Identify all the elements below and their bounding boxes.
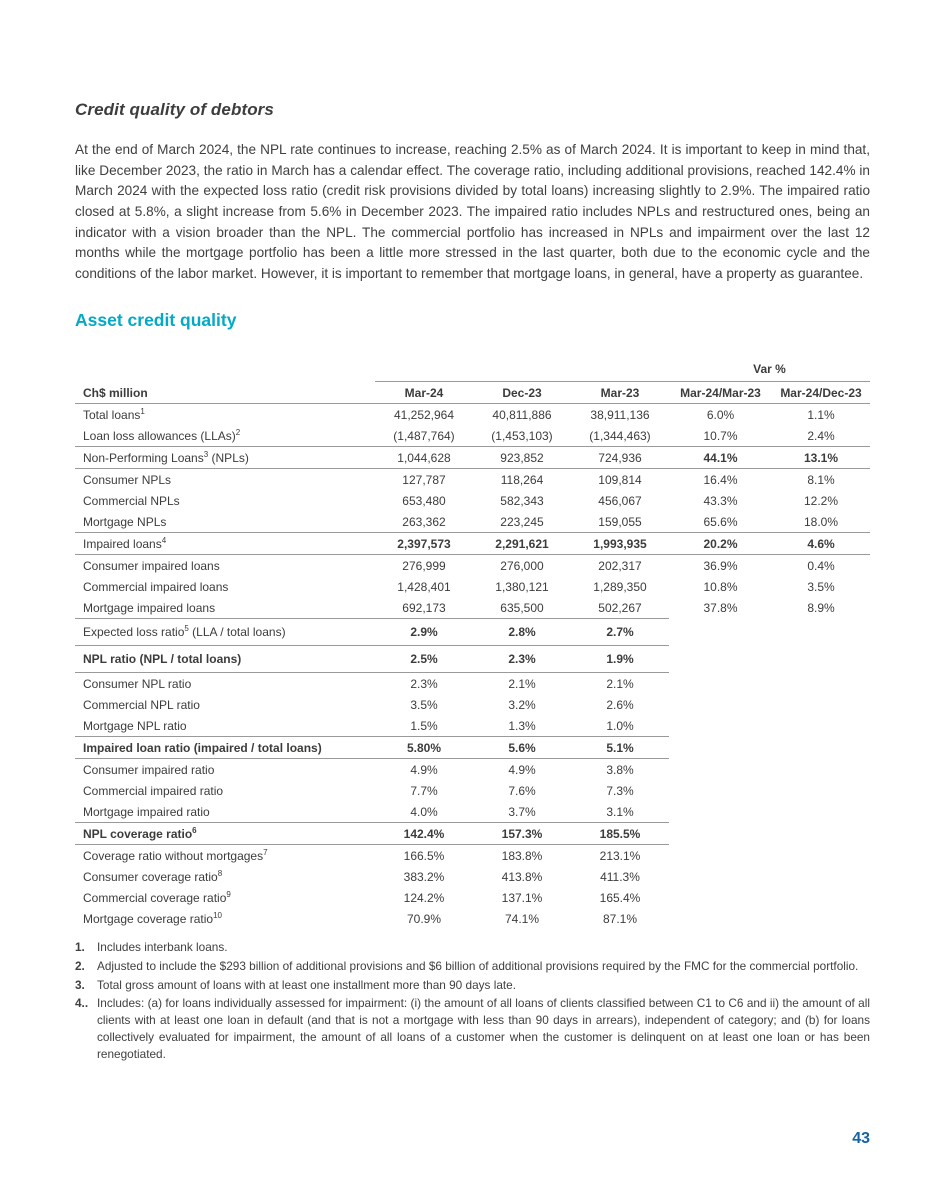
cell	[669, 845, 772, 867]
footnote-marker: 1.	[75, 940, 85, 955]
cell: 87.1%	[602, 911, 638, 926]
cell: 7.7%	[410, 783, 438, 798]
cell: 41,252,964	[393, 407, 455, 422]
intro-paragraph: At the end of March 2024, the NPL rate continues to increase, reaching 2.5% as of March 2024. It is important to keep in mind that, like December 2023, the ratio in March has a calendar effect. The coverage ratio, including additional provisions, reached 142.4% in March 2024 with the expected loss ratio (credit risk provisions divided by total loans) increasing slightly to 2.9%. The impaired ratio closed at 5.8%, a slight increase from 5.6% in December 2023. The impaired ratio includes NPLs and restructured ones, being an indicator with a vision broader than the NPL. The commercial portfolio has increased in NPLs and impairment over the last 12 months while the mortgage portfolio has been a little more stressed in the last quarter, both due to the economic cycle and the conditions of the labor market. However, it is important to remember that mortgage loans, in general, have a property as guarantee.	[75, 142, 870, 281]
cell	[772, 780, 870, 801]
cell	[669, 780, 772, 801]
table-row	[75, 780, 870, 801]
cell: 1.0%	[571, 715, 669, 737]
cell: 166.5%	[403, 848, 445, 863]
cell: 43.3%	[703, 493, 738, 508]
cell: 502,267	[571, 597, 669, 619]
column-header: Mar-23	[571, 382, 669, 404]
table-row	[75, 555, 870, 577]
table-row	[75, 823, 870, 845]
cell: 65.6%	[669, 511, 772, 533]
cell: 183.8%	[501, 848, 543, 863]
cell: 7.6%	[508, 783, 536, 798]
cell: 20.2%	[669, 533, 772, 555]
cell: 2.8%	[473, 619, 571, 646]
cell: 10.8%	[703, 579, 738, 594]
table-row	[75, 511, 870, 533]
table-row	[75, 866, 870, 887]
cell: 635,500	[473, 597, 571, 619]
cell: 1,380,121	[495, 579, 549, 594]
cell: 44.1%	[669, 447, 772, 469]
footnote	[75, 958, 870, 975]
header-row	[75, 382, 870, 404]
row-label: Mortgage NPLs	[75, 511, 375, 533]
var-group-header: Var %	[753, 362, 786, 377]
cell	[669, 694, 772, 715]
cell	[669, 801, 772, 823]
cell: 1,289,350	[593, 579, 647, 594]
cell: 1,428,401	[397, 579, 451, 594]
table-row	[75, 646, 870, 673]
cell	[772, 866, 870, 887]
row-label: Expected loss ratio$^5$ (LLA / total loans)	[75, 619, 375, 646]
cell	[669, 759, 772, 781]
footnote	[75, 995, 870, 1062]
cell: 692,173	[375, 597, 473, 619]
cell: 276,999	[402, 558, 446, 573]
cell	[772, 694, 870, 715]
table-row	[75, 673, 870, 695]
cell	[772, 823, 870, 845]
row-label: Mortgage impaired loans	[75, 597, 375, 619]
cell	[772, 887, 870, 908]
table-row	[75, 845, 870, 867]
footnote-marker: 2.	[75, 958, 85, 973]
cell: 8.1%	[807, 472, 835, 487]
cell	[772, 801, 870, 823]
cell: 185.5%	[571, 823, 669, 845]
row-label: Commercial NPLs	[83, 493, 180, 508]
cell: 2.9%	[375, 619, 473, 646]
row-label: Consumer NPLs	[83, 472, 172, 487]
cell: 3.1%	[571, 801, 669, 823]
cell: 159,055	[571, 511, 669, 533]
row-label: Coverage ratio without mortgages$^7$	[83, 847, 268, 863]
section-heading: Asset credit quality	[75, 309, 237, 330]
table-row	[75, 737, 870, 759]
cell	[772, 908, 870, 929]
table-row	[75, 469, 870, 491]
row-label: Commercial impaired ratio	[83, 783, 224, 798]
cell: 3.8%	[606, 762, 634, 777]
cell: 2.3%	[410, 676, 438, 691]
cell: 127,787	[402, 472, 446, 487]
cell	[669, 715, 772, 737]
row-label: Consumer NPL ratio	[83, 676, 192, 691]
cell: 2.6%	[606, 697, 634, 712]
table-row	[75, 759, 870, 781]
cell: 383.2%	[403, 869, 445, 884]
cell	[772, 737, 870, 759]
cell: 202,317	[598, 558, 642, 573]
cell: 3.2%	[508, 697, 536, 712]
cell: 1.1%	[807, 407, 835, 422]
footnotes	[75, 939, 870, 1062]
table-row	[75, 447, 870, 469]
cell: 109,814	[598, 472, 642, 487]
table-row	[75, 908, 870, 929]
credit-table-body	[75, 404, 870, 930]
cell: 456,067	[598, 493, 642, 508]
footnote	[75, 939, 870, 956]
cell: 4.9%	[508, 762, 536, 777]
cell: 724,936	[571, 447, 669, 469]
row-label: Consumer impaired ratio	[83, 762, 215, 777]
cell: 10.7%	[669, 425, 772, 447]
cell: 3.5%	[410, 697, 438, 712]
cell: 1.5%	[375, 715, 473, 737]
cell	[772, 845, 870, 867]
cell: 137.1%	[501, 890, 543, 905]
cell	[669, 887, 772, 908]
table-row	[75, 404, 870, 426]
cell: 38,911,136	[590, 407, 650, 422]
footnote-text: Total gross amount of loans with at least one installment more than 90 days late.	[97, 977, 517, 992]
cell: 124.2%	[403, 890, 445, 905]
cell: 2.7%	[571, 619, 669, 646]
table-row	[75, 425, 870, 447]
cell: 5.80%	[375, 737, 473, 759]
table-row	[75, 597, 870, 619]
cell: 1.9%	[571, 646, 669, 673]
row-label: Commercial NPL ratio	[83, 697, 200, 712]
row-label: Mortgage coverage ratio$^{10}$	[83, 910, 222, 926]
cell: 142.4%	[375, 823, 473, 845]
cell: 276,000	[500, 558, 544, 573]
cell	[669, 866, 772, 887]
cell: 3.7%	[473, 801, 571, 823]
cell: (1,344,463)	[571, 425, 669, 447]
footnote-text: Includes interbank loans.	[97, 940, 228, 955]
cell: 923,852	[473, 447, 571, 469]
footnote-marker: 4..	[75, 996, 89, 1011]
row-label: Total loans$^1$	[83, 406, 145, 422]
cell: 2.4%	[772, 425, 870, 447]
cell: 2.1%	[606, 676, 634, 691]
cell: 3.5%	[807, 579, 835, 594]
table-row	[75, 490, 870, 511]
row-label: Consumer coverage ratio$^8$	[83, 868, 223, 884]
row-label: Mortgage impaired ratio	[75, 801, 375, 823]
row-label: NPL ratio (NPL / total loans)	[75, 646, 375, 673]
cell: 157.3%	[473, 823, 571, 845]
cell: (1,487,764)	[375, 425, 473, 447]
row-label: Commercial coverage ratio$^9$	[83, 889, 231, 905]
cell: 2,397,573	[375, 533, 473, 555]
table-row	[75, 576, 870, 597]
row-label: Non-Performing Loans$^3$ (NPLs)	[75, 447, 375, 469]
cell	[772, 673, 870, 695]
row-label: Loan loss allowances (LLAs)$^2$	[75, 425, 375, 447]
footnote-marker: 3.	[75, 977, 85, 992]
cell: 413.8%	[501, 869, 543, 884]
cell: 13.1%	[772, 447, 870, 469]
cell: 40,811,886	[492, 407, 552, 422]
cell	[669, 673, 772, 695]
page-number: 43	[852, 1130, 870, 1147]
cell: 7.3%	[606, 783, 634, 798]
cell	[669, 823, 772, 845]
cell: 4.0%	[375, 801, 473, 823]
cell: 2,291,621	[473, 533, 571, 555]
column-header: Dec-23	[473, 382, 571, 404]
cell: 18.0%	[772, 511, 870, 533]
cell: 213.1%	[599, 848, 641, 863]
column-header: Mar-24/Mar-23	[669, 382, 772, 404]
cell	[772, 759, 870, 781]
row-label: Impaired loan ratio (impaired / total loans)	[75, 737, 375, 759]
cell: 6.0%	[706, 407, 735, 422]
cell	[772, 619, 870, 646]
footnote	[75, 977, 870, 994]
cell: 653,480	[402, 493, 446, 508]
cell: 263,362	[375, 511, 473, 533]
credit-quality-table	[75, 359, 870, 930]
table-row	[75, 715, 870, 737]
cell: 74.1%	[504, 911, 540, 926]
cell: 8.9%	[807, 601, 835, 616]
cell: 5.1%	[571, 737, 669, 759]
cell: 12.2%	[803, 493, 839, 508]
cell: 1,993,935	[571, 533, 669, 555]
cell: 411.3%	[600, 869, 640, 884]
cell: 2.5%	[375, 646, 473, 673]
footnote-text: Adjusted to include the $293 billion of additional provisions and $6 billion of additional provisions required by the FMC for the commercial portfolio.	[97, 958, 859, 973]
row-label: Impaired loans$^4$	[75, 533, 375, 555]
credit-table-head	[75, 359, 870, 404]
cell: 2.1%	[508, 676, 536, 691]
table-row	[75, 533, 870, 555]
cell: 118,264	[500, 472, 544, 487]
cell	[669, 908, 772, 929]
cell: 37.8%	[703, 601, 738, 616]
column-header: Mar-24	[375, 382, 473, 404]
cell	[772, 646, 870, 673]
cell: 4.9%	[410, 762, 438, 777]
var-group-row	[75, 359, 870, 382]
cell: 5.6%	[473, 737, 571, 759]
cell: 0.4%	[807, 558, 835, 573]
cell: 1,044,628	[375, 447, 473, 469]
cell: 16.4%	[703, 472, 738, 487]
unit-header: Ch$ million	[75, 382, 375, 404]
cell: 70.9%	[406, 911, 442, 926]
table-row	[75, 694, 870, 715]
cell	[669, 737, 772, 759]
cell: 1.3%	[473, 715, 571, 737]
cell	[669, 619, 772, 646]
table-row	[75, 619, 870, 646]
row-label: Consumer impaired loans	[83, 558, 220, 573]
cell: 223,245	[473, 511, 571, 533]
column-header: Mar-24/Dec-23	[772, 382, 870, 404]
row-label: Commercial impaired loans	[83, 579, 229, 594]
cell	[772, 715, 870, 737]
table-row	[75, 801, 870, 823]
cell: 582,343	[500, 493, 544, 508]
cell: 2.3%	[473, 646, 571, 673]
cell	[669, 646, 772, 673]
cell: 165.4%	[599, 890, 641, 905]
spacer-cell	[75, 359, 669, 382]
footnote-text: Includes: (a) for loans individually assessed for impairment: (i) the amount of all loans of clients classified between C1 to C6 and ii) the amount of all clients with at least one loan in default (and that is not a mortgage with less than 90 days in arrears), independent of category; and (b) for loans collectively evaluated for impairment, the amount of all loans of a customer when the customer is delinquent on at least one loan or has been renegotiated.	[97, 996, 870, 1061]
page-title: Credit quality of debtors	[75, 100, 274, 119]
cell: 4.6%	[772, 533, 870, 555]
cell: 36.9%	[703, 558, 738, 573]
cell: (1,453,103)	[473, 425, 571, 447]
row-label: Mortgage NPL ratio	[75, 715, 375, 737]
row-label: NPL coverage ratio$^6$	[75, 823, 375, 845]
table-row	[75, 887, 870, 908]
